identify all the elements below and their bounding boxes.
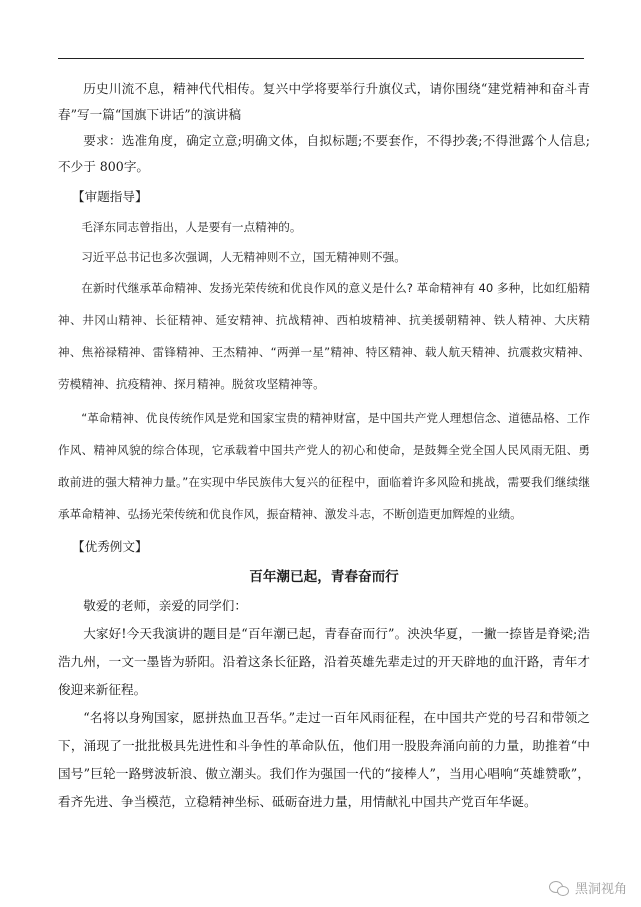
essay-paragraph-2: “名将以身殉国家，愿拼热血卫吾华。”走过一百年风雨征程，在中国共产党的号召和带领之下，涌现了一批批极具先进性和斗争性的革命队伍，他们用一股股奔涌向前的力量，助推着“中国号”巨轮一路劈波斩浪、傲立潮头。我们作为强国一代的“接棒人”，当用心唱响“英雄赞歌”，看齐先进、争当模范，立稳精神坐标、砥砺奋进力量，用情献礼中国共产党百年华诞。	[58, 710, 590, 809]
prompt-requirements: 要求：选准角度，确定立意;明确文体，自拟标题;不要套作，不得抄袭;不得泄露个人信息;不少于 800字。	[58, 133, 590, 174]
guide-paragraph-4: “革命精神、优良传统作风是党和国家宝贵的精神财富，是中国共产党人理想信念、道德品格、工作作风、精神风貌的综合体现，它承载着中国共产党人的初心和使命，是鼓舞全党全国人民风雨无阻、勇敢前进的强大精神力量。”在实现中华民族伟大复兴的征程中，面临着许多风险和挑战，需要我们继续继承革命精神、弘扬光荣传统和优良作风，振奋精神、激发斗志，不断创造更加辉煌的业绩。	[58, 411, 590, 521]
prompt-text: 历史川流不息，精神代代相传。复兴中学将要举行升旗仪式，请你围绕“建党精神和奋斗青春”写一篇“国旗下讲话”的演讲稿	[58, 81, 590, 122]
wechat-icon	[549, 880, 569, 896]
document-body	[58, 76, 590, 816]
guide-paragraph-3: 在新时代继承革命精神、发扬光荣传统和优良作风的意义是什么? 革命精神有 40 多种，比如红船精神、井冈山精神、长征精神、延安精神、抗战精神、西柏坡精神、抗美援朝精神、铁人精神、大庆精神、焦裕禄精神、雷锋精神、王杰精神、“两弹一星”精神、特区精神、载人航天精神、抗震救灾精神、劳模精神、抗疫精神、探月精神。脱贫攻坚精神等。	[58, 281, 590, 391]
guide-heading: 【审题指导】	[72, 189, 148, 204]
watermark-text: 黑洞视角	[574, 882, 627, 897]
essay-salutation: 敬爱的老师，亲爱的同学们：	[83, 598, 247, 613]
essay-title: 百年潮已起，青春奋而行	[249, 569, 399, 585]
header-rule	[58, 58, 584, 59]
watermark	[549, 878, 627, 897]
guide-paragraph-2: 习近平总书记也多次强调，人无精神则不立，国无精神则不强。	[81, 250, 406, 264]
guide-paragraph-1: 毛泽东同志曾指出，人是要有一点精神的。	[81, 220, 302, 234]
essay-paragraph-1: 大家好!今天我演讲的题目是“百年潮已起，青春奋而行”。泱泱华夏，一撇一捺皆是脊梁;浩浩九州，一文一墨皆为骄阳。沿着这条长征路，沿着英雄先辈走过的开天辟地的血汗路，青年才俊迎来新征程。	[58, 626, 590, 697]
essay-heading: 【优秀例文】	[72, 539, 148, 554]
